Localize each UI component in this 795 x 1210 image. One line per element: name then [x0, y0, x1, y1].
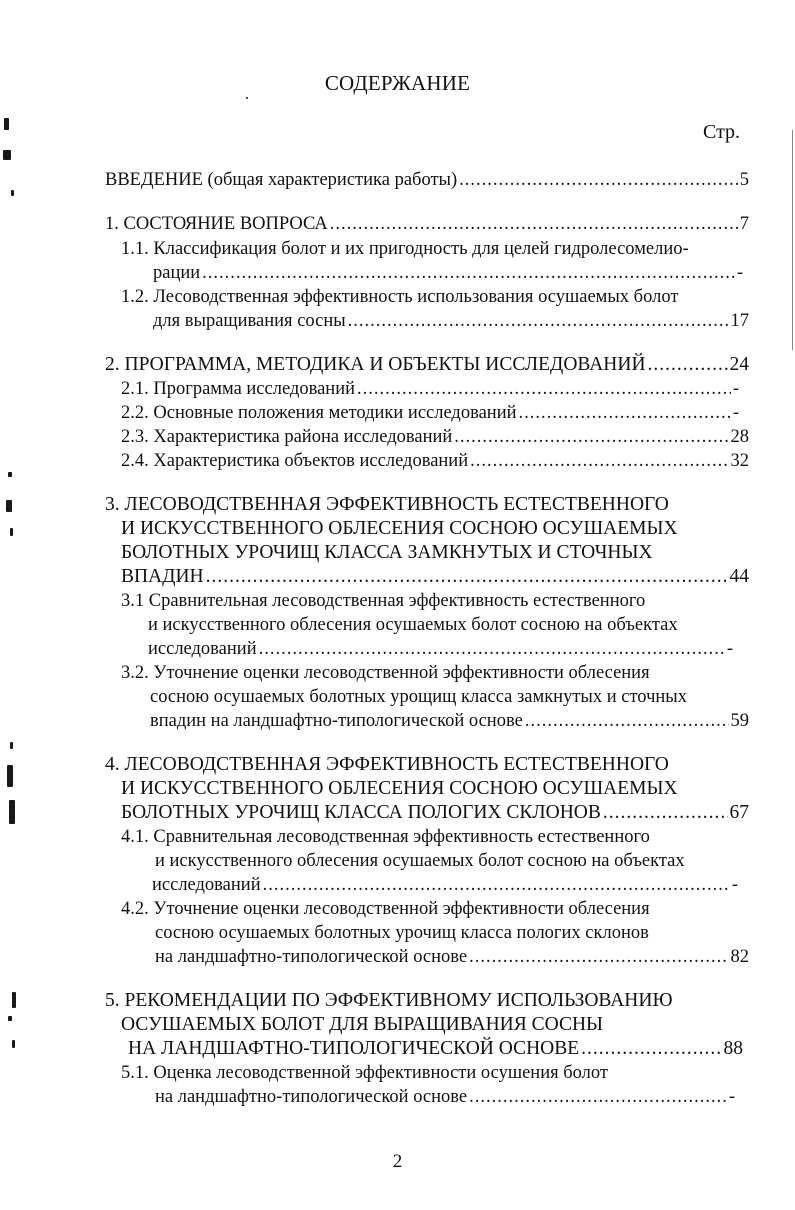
toc-entry-page: - — [736, 263, 743, 283]
toc-entry-5-1[interactable] — [121, 1061, 608, 1085]
toc-entry-section-1[interactable] — [105, 212, 749, 236]
toc-entry-text: 3.2. Уточнение оценки лесоводственной эффективности облесения — [121, 663, 650, 683]
toc-entry-page: - — [728, 1087, 735, 1107]
toc-entry-text: на ландшафтно-типологической основе — [155, 947, 468, 967]
toc-leader — [348, 309, 729, 333]
toc-leader — [519, 401, 731, 425]
toc-entry-2-3[interactable] — [121, 425, 749, 449]
toc-entry-section-5[interactable] — [105, 989, 673, 1013]
toc-leader — [470, 449, 728, 473]
toc-entry-4-2[interactable] — [121, 897, 650, 921]
toc-entry-text: 5. РЕКОМЕНДАЦИИ ПО ЭФФЕКТИВНОМУ ИСПОЛЬЗОВАНИЮ — [105, 990, 673, 1011]
toc-entry-text: 5.1. Оценка лесоводственной эффективности осушения болот — [121, 1063, 608, 1083]
toc-entry-text: 2.3. Характеристика района исследований — [121, 427, 453, 447]
toc-entry-page: 67 — [729, 802, 749, 823]
toc-entry-section-4-cont-2[interactable] — [121, 801, 749, 825]
toc-entry-page: - — [732, 379, 739, 399]
toc-entry-section-3-cont-3[interactable] — [121, 565, 749, 589]
toc-entry-page: 28 — [730, 427, 749, 447]
toc-leader — [469, 945, 728, 969]
toc-entry-5-1-cont[interactable] — [155, 1085, 735, 1109]
scan-speck — [3, 150, 11, 160]
toc-leader — [202, 261, 735, 285]
toc-entry-2-2[interactable] — [121, 401, 739, 425]
toc-entry-2-4[interactable] — [121, 449, 749, 473]
toc-entry-page: 7 — [739, 214, 749, 234]
toc-leader — [263, 873, 730, 897]
toc-entry-section-5-cont-1[interactable] — [121, 1013, 603, 1037]
toc-leader — [648, 353, 728, 377]
toc-entry-text: впадин на ландшафтно-типологической основе — [150, 711, 523, 731]
toc-entry-1-2-cont[interactable] — [153, 309, 749, 333]
scan-speck — [9, 800, 15, 824]
toc-entry-1-2[interactable] — [121, 285, 678, 309]
toc-entry-page: - — [732, 403, 739, 423]
toc-entry-text: на ландшафтно-типологической основе — [155, 1087, 468, 1107]
toc-entry-text: ВПАДИН — [121, 566, 204, 587]
toc-entry-section-3-cont-2[interactable] — [121, 541, 653, 565]
scan-speck — [11, 190, 14, 196]
toc-entry-section-3[interactable] — [105, 493, 669, 517]
scan-speck — [10, 742, 13, 749]
scan-speck — [12, 1040, 15, 1048]
toc-entry-text: ВВЕДЕНИЕ (общая характеристика работы) — [105, 170, 458, 190]
page-title: СОДЕРЖАНИЕ — [324, 71, 471, 95]
toc-entry-text: 1.1. Классификация болот и их пригодность для целей гидролесомелио- — [121, 239, 689, 259]
toc-entry-page: 24 — [729, 354, 749, 375]
scan-speck — [8, 1016, 12, 1021]
toc-entry-section-5-cont-2[interactable] — [128, 1037, 743, 1061]
toc-entry-text: исследований — [152, 875, 261, 895]
toc-entry-text: сосною осушаемых болотных урочищ класса пологих склонов — [155, 923, 649, 943]
toc-entry-text: для выращивания сосны — [153, 311, 346, 331]
toc-entry-page: 5 — [739, 170, 749, 190]
toc-entry-page: - — [731, 875, 738, 895]
toc-entry-text: НА ЛАНДШАФТНО-ТИПОЛОГИЧЕСКОЙ ОСНОВЕ — [128, 1038, 580, 1059]
toc-entry-text: 4.2. Уточнение оценки лесоводственной эффективности облесения — [121, 899, 650, 919]
scan-speck — [12, 992, 16, 1008]
toc-entry-text: 4. ЛЕСОВОДСТВЕННАЯ ЭФФЕКТИВНОСТЬ ЕСТЕСТВЕННОГО — [105, 754, 669, 775]
toc-entry-page: 88 — [723, 1038, 743, 1059]
toc-entry-text: и искусственного облесения осушаемых болот сосною на объектах — [155, 851, 685, 871]
toc-entry-text: сосною осушаемых болотных урощищ класса замкнутых и сточных — [150, 687, 687, 707]
toc-entry-text: ОСУШАЕМЫХ БОЛОТ ДЛЯ ВЫРАЩИВАНИЯ СОСНЫ — [121, 1014, 604, 1035]
toc-entry-text: 2. ПРОГРАММА, МЕТОДИКА И ОБЪЕКТЫ ИССЛЕДОВАНИЙ — [105, 354, 646, 375]
toc-entry-3-1-cont-1[interactable] — [148, 613, 678, 637]
toc-entry-text: БОЛОТНЫХ УРОЧИЩ КЛАССА ЗАМКНУТЫХ И СТОЧНЫХ — [121, 542, 653, 563]
toc-entry-text: И ИСКУССТВЕННОГО ОБЛЕСЕНИЯ СОСНОЮ ОСУШАЕМЫХ — [121, 518, 678, 539]
toc-entry-4-1[interactable] — [121, 825, 650, 849]
scan-speck — [246, 97, 248, 99]
scan-speck — [6, 500, 12, 512]
toc-entry-text: 2.2. Основные положения методики исследований — [121, 403, 517, 423]
toc-entry-3-2-cont-1[interactable] — [150, 685, 687, 709]
toc-entry-4-1-cont-1[interactable] — [155, 849, 685, 873]
toc-entry-text: рации — [153, 263, 201, 283]
toc-leader — [603, 801, 728, 825]
scan-speck — [7, 765, 13, 787]
toc-entry-text: БОЛОТНЫХ УРОЧИЩ КЛАССА ПОЛОГИХ СКЛОНОВ — [121, 802, 601, 823]
toc-entry-text: 2.1. Программа исследований — [121, 379, 355, 399]
toc-entry-section-4[interactable] — [105, 753, 669, 777]
toc-leader — [469, 1085, 727, 1109]
scan-speck — [4, 118, 9, 130]
toc-entry-text: 3. ЛЕСОВОДСТВЕННАЯ ЭФФЕКТИВНОСТЬ ЕСТЕСТВЕННОГО — [105, 494, 669, 515]
toc-entry-page: - — [726, 639, 733, 659]
scan-speck — [10, 528, 13, 536]
toc-entry-page: 32 — [730, 451, 749, 471]
page-number: 2 — [392, 1151, 403, 1172]
toc-entry-page: 59 — [730, 711, 749, 731]
toc-entry-4-1-cont-2[interactable] — [152, 873, 738, 897]
toc-entry-text: 1.2. Лесоводственная эффективность использования осушаемых болот — [121, 287, 679, 307]
toc-leader — [259, 637, 725, 661]
toc-entry-3-2[interactable] — [121, 661, 650, 685]
toc-entry-4-2-cont-2[interactable] — [155, 945, 749, 969]
toc-entry-1-1[interactable] — [121, 237, 689, 261]
toc-leader — [525, 709, 729, 733]
toc-entry-3-2-cont-2[interactable] — [150, 709, 749, 733]
toc-entry-section-2[interactable] — [105, 353, 749, 377]
toc-entry-4-2-cont-1[interactable] — [155, 921, 649, 945]
page-column-label: Стр. — [703, 121, 741, 143]
scan-edge-line — [792, 130, 793, 350]
toc-leader — [357, 377, 731, 401]
toc-entry-3-1[interactable] — [121, 589, 645, 613]
toc-leader — [330, 212, 738, 236]
toc-entry-section-3-cont-1[interactable] — [121, 517, 678, 541]
toc-leader — [581, 1037, 721, 1061]
toc-entry-text: 1. СОСТОЯНИЕ ВОПРОСА — [105, 214, 328, 234]
toc-leader — [206, 565, 728, 589]
toc-entry-text: и искусственного облесения осушаемых болот сосною на объектах — [148, 615, 678, 635]
scan-speck — [8, 472, 12, 477]
toc-entry-3-1-cont-2[interactable] — [148, 637, 733, 661]
toc-entry-page: 82 — [730, 947, 749, 967]
toc-entry-2-1[interactable] — [121, 377, 739, 401]
toc-entry-page: 17 — [730, 311, 749, 331]
toc-entry-page: 44 — [729, 566, 749, 587]
toc-entry-text: 4.1. Сравнительная лесоводственная эффективность естественного — [121, 827, 650, 847]
toc-entry-section-4-cont-1[interactable] — [121, 777, 678, 801]
toc-entry-text: исследований — [148, 639, 257, 659]
toc-entry-text: И ИСКУССТВЕННОГО ОБЛЕСЕНИЯ СОСНОЮ ОСУШАЕМЫХ — [121, 778, 678, 799]
toc-leader — [454, 425, 728, 449]
toc-entry-1-1-cont[interactable] — [153, 261, 743, 285]
toc-entry-text: 3.1 Сравнительная лесоводственная эффективность естественного — [121, 591, 646, 611]
toc-entry-intro[interactable] — [105, 168, 749, 192]
toc-entry-text: 2.4. Характеристика объектов исследований — [121, 451, 469, 471]
toc-leader — [459, 168, 738, 192]
